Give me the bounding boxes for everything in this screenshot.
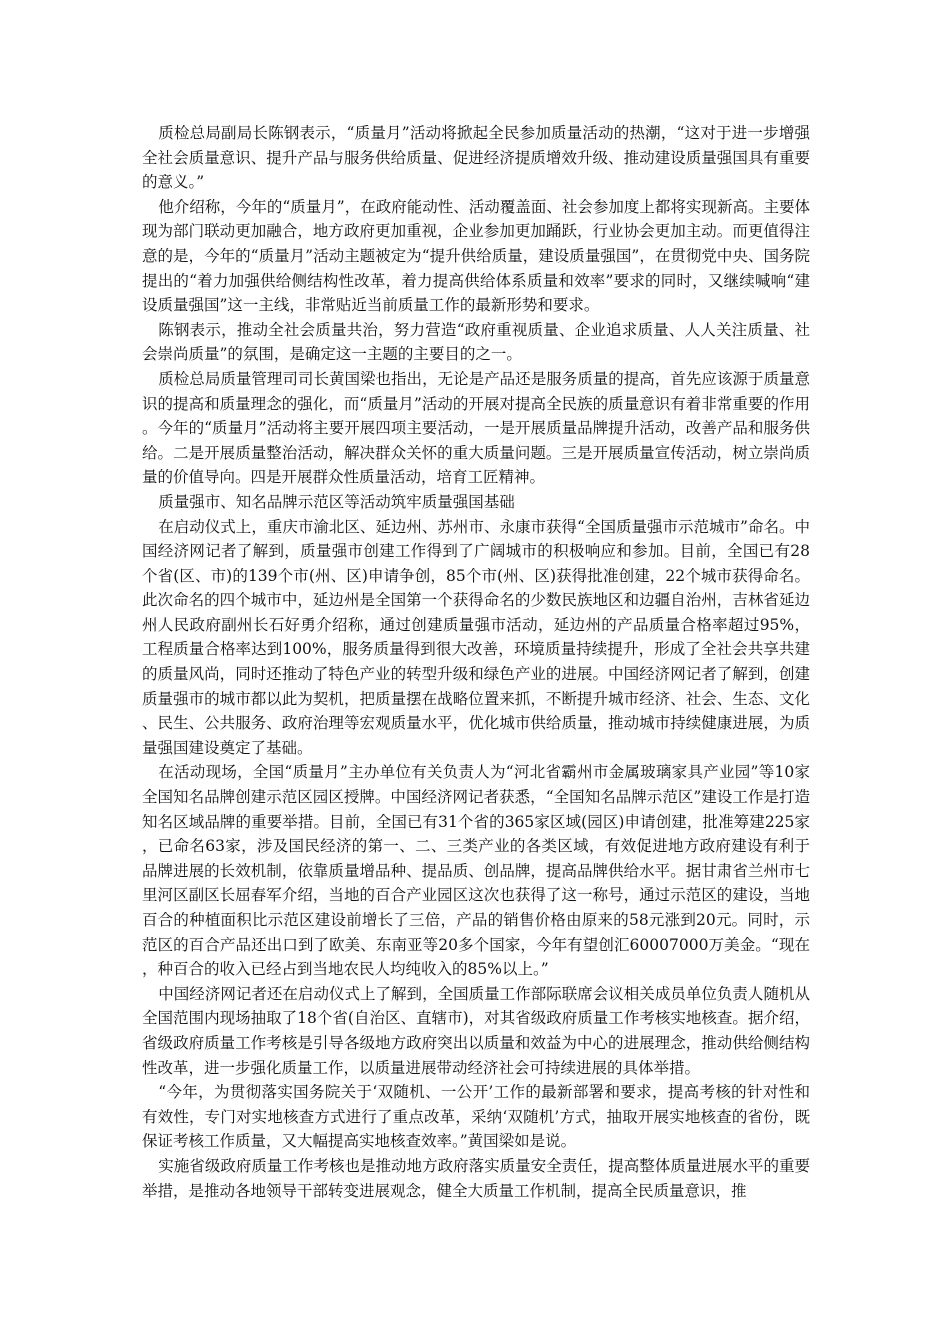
paragraph-vice-director-statement: 质检总局副局长陈钢表示，“质量月”活动将掀起全民参加质量活动的热潮，“这对于进一步增强全社会质量意识、提升产品与服务供给质量、促进经济提质增效升级、推动建设质量强国具有重要的意义。” [142,124,810,192]
paragraph-quality-month-overview: 他介绍称，今年的“质量月”，在政府能动性、活动覆盖面、社会参加度上都将实现新高。主要体现为部门联动更加融合，地方政府更加重视，企业参加更加踊跃，行业协会更加主动。而更值得注意的是，今年的“质量月”活动主题被定为“提升供给质量，建设质量强国”，在贯彻党中央、国务院提出的“着力加强供给侧结构性改革，着力提高供给体系质量和效率”要求的同时，又继续喊响“建设质量强国”这一主线，非常贴近当前质量工作的最新形势和要求。 [142,197,810,315]
paragraph-provincial-inspection: 中国经济网记者还在启动仪式上了解到，全国质量工作部际联席会议相关成员单位负责人随机从全国范围内现场抽取了18个省(自治区、直辖市)，对其省级政府质量工作考核实地核查。据介绍，省级政府质量工作考核是引导各级地方政府突出以质量和效益为中心的进展理念，推动供给侧结构性改革，进一步强化质量工作，以质量进展带动经济社会可持续进展的具体举措。 [142,984,810,1077]
paragraph-four-activities: 质检总局质量管理司司长黄国梁也指出，无论是产品还是服务质量的提高，首先应该源于质量意识的提高和质量理念的强化，而“质量月”活动的开展对提高全民族的质量意识有着非常重要的作用。今年的“质量月”活动将主要开展四项主要活动，一是开展质量品牌提升活动，改善产品和服务供给。二是开展质量整治活动，解决群众关怀的重大质量问题。三是开展质量宣传活动，树立崇尚质量的价值导向。四是开展群众性质量活动，培育工匠精神。 [142,369,810,487]
paragraph-brand-demo-zones: 在活动现场，全国“质量月”主办单位有关负责人为“河北省霸州市金属玻璃家具产业园”等10家全国知名品牌创建示范区园区授牌。中国经济网记者获悉，“全国知名品牌示范区”建设工作是打造知名区域品牌的重要举措。目前，全国已有31个省的365家区域(园区)申请创建，批准筹建225家，已命名63家，涉及国民经济的第一、二、三类产业的各类区域，有效促进地方政府建设有利于品牌进展的长效机制，依靠质量增品种、提品质、创品牌，提高品牌供给水平。据甘肃省兰州市七里河区副区长屈春军介绍，当地的百合产业园区这次也获得了这一称号，通过示范区的建设，当地百合的种植面积比示范区建设前增长了三倍，产品的销售价格由原来的58元涨到20元。同时，示范区的百合产品还出口到了欧美、东南亚等20多个国家，今年有望创汇60007000万美金。“现在，种百合的收入已经占到当地农民人均纯收入的85%以上。” [142,763,810,979]
section-heading: 质量强市、知名品牌示范区等活动筑牢质量强国基础 [158,492,515,511]
paragraph-assessment-significance: 实施省级政府质量工作考核也是推动地方政府落实质量安全责任，提高整体质量进展水平的重要举措，是推动各地领导干部转变进展观念，健全大质量工作机制，提高全民质量意识，推 [142,1156,810,1200]
paragraph-quality-cities: 在启动仪式上，重庆市渝北区、延边州、苏州市、永康市获得“全国质量强市示范城市”命名。中国经济网记者了解到，质量强市创建工作得到了广阔城市的积极响应和参加。目前，全国已有28个省(区、市)的139个市(州、区)申请争创，85个市(州、区)获得批准创建，22个城市获得命名。此次命名的四个城市中，延边州是全国第一个获得命名的少数民族地区和边疆自治州，吉林省延边州人民政府副州长石好勇介绍称，通过创建质量强市活动，延边州的产品质量合格率超过95%，工程质量合格率达到100%，服务质量得到很大改善，环境质量持续提升，形成了全社会共享共建的质量风尚，同时还推动了特色产业的转型升级和绿色产业的进展。中国经济网记者了解到，创建质量强市的城市都以此为契机，把质量摆在战略位置来抓，不断提升城市经济、社会、生态、文化、民生、公共服务、政府治理等宏观质量水平，优化城市供给质量，推动城市持续健康进展，为质量强国建设奠定了基础。 [142,517,810,757]
document-body [142,121,810,1203]
paragraph-theme-purpose: 陈钢表示，推动全社会质量共治，努力营造“政府重视质量、企业追求质量、人人关注质量、社会崇尚质量”的氛围，是确定这一主题的主要目的之一。 [142,320,810,364]
paragraph-double-random-quote: “今年，为贯彻落实国务院关于‘双随机、一公开’工作的最新部署和要求，提高考核的针对性和有效性，专门对实地核查方式进行了重点改革，采纳‘双随机’方式，抽取开展实地核查的省份，既保证考核工作质量，又大幅提高实地核查效率。”黄国梁如是说。 [142,1083,810,1151]
